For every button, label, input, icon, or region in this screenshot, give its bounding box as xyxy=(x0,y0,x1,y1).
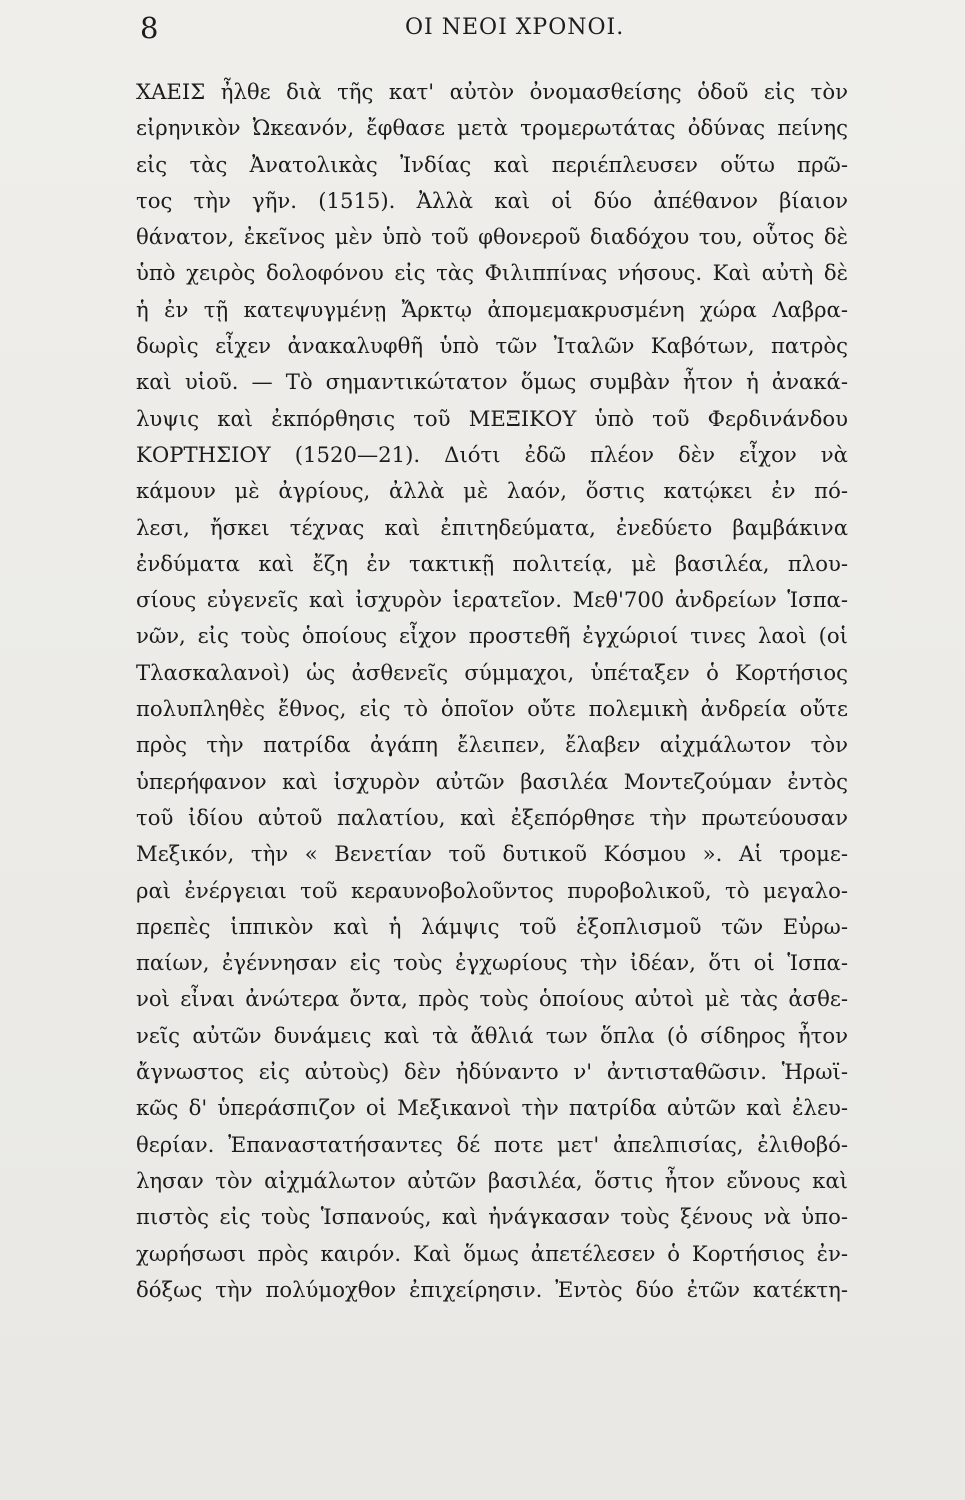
text-line: τος τὴν γῆν. (1515). Ἀλλὰ καὶ οἱ δύο ἀπέθανον βίαιον xyxy=(136,187,848,213)
text-line: δόξως τὴν πολύμοχθον ἐπιχείρησιν. Ἐντὸς δύο ἐτῶν κατέκτη- xyxy=(136,1276,848,1302)
text-line: ἡ ἐν τῇ κατεψυγμένῃ Ἄρκτῳ ἀπομεμακρυσμένη χώρα Λαβρα- xyxy=(136,296,848,322)
text-line: εἰς τὰς Ἀνατολικὰς Ἰνδίας καὶ περιέπλευσεν οὕτω πρῶ- xyxy=(136,151,848,177)
text-line: κῶς δ' ὑπεράσπιζον οἱ Μεξικανοὶ τὴν πατρίδα αὐτῶν καὶ ἐλευ- xyxy=(136,1095,848,1121)
body-text xyxy=(136,74,848,1308)
running-title: ΟΙ ΝΕΟΙ ΧΡΟΝΟΙ. xyxy=(405,15,625,40)
text-line: λυψις καὶ ἐκπόρθησις τοῦ ΜΕΞΙΚΟΥ ὑπὸ τοῦ Φερδινάνδου xyxy=(136,405,848,431)
text-line: νεῖς αὐτῶν δυνάμεις καὶ τὰ ἄθλιά των ὅπλα (ὁ σίδηρος ἦτον xyxy=(136,1022,848,1048)
text-line: εἰρηνικὸν Ὠκεανόν, ἔφθασε μετὰ τρομερωτάτας ὀδύνας πείνης xyxy=(136,115,848,141)
text-line: θερίαν. Ἐπαναστατήσαντες δέ ποτε μετ' ἀπελπισίας, ἐλιθοβό- xyxy=(136,1131,848,1157)
text-line: ἄγνωστος εἰς αὐτοὺς) δὲν ἠδύναντο ν' ἀντισταθῶσιν. Ἡρωϊ- xyxy=(136,1059,848,1085)
text-line: λεσι, ἤσκει τέχνας καὶ ἐπιτηδεύματα, ἐνεδύετο βαμβάκινα xyxy=(136,514,848,540)
text-line: ΧΑΕΙΣ ἦλθε διὰ τῆς κατ' αὐτὸν ὀνομασθείσης ὁδοῦ εἰς τὸν xyxy=(136,79,848,104)
text-line: κάμουν μὲ ἀγρίους, ἀλλὰ μὲ λαόν, ὅστις κατῴκει ἐν πό- xyxy=(136,478,848,504)
text-line: θάνατον, ἐκεῖνος μὲν ὑπὸ τοῦ φθονεροῦ διαδόχου του, οὗτος δὲ xyxy=(136,224,848,250)
text-line: παίων, ἐγέννησαν εἰς τοὺς ἐγχωρίους τὴν ἰδέαν, ὅτι οἱ Ἱσπα- xyxy=(136,950,848,976)
text-line: καὶ υἱοῦ. — Τὸ σημαντικώτατον ὅμως συμβὰν ἦτον ἡ ἀνακά- xyxy=(136,369,848,395)
text-line: νῶν, εἰς τοὺς ὁποίους εἶχον προστεθῆ ἐγχώριοί τινες λαοὶ (οἱ xyxy=(136,623,848,649)
text-line: δωρὶς εἶχεν ἀνακαλυφθῆ ὑπὸ τῶν Ἰταλῶν Καβότων, πατρὸς xyxy=(136,333,848,359)
text-line: λησαν τὸν αἰχμάλωτον αὐτῶν βασιλέα, ὅστις ἦτον εὔνους καὶ xyxy=(136,1167,848,1193)
text-line: πιστὸς εἰς τοὺς Ἱσπανούς, καὶ ἠνάγκασαν τοὺς ξένους νὰ ὑπο- xyxy=(136,1204,848,1230)
text-line: σίους εὐγενεῖς καὶ ἰσχυρὸν ἱερατεῖον. Μεθ'700 ἀνδρείων Ἱσπα- xyxy=(136,587,848,613)
text-line: νοὶ εἶναι ἀνώτερα ὄντα, πρὸς τοὺς ὁποίους αὐτοὶ μὲ τὰς ἀσθε- xyxy=(136,986,848,1012)
text-line: ΚΟΡΤΗΣΙΟΥ (1520—21). Διότι ἐδῶ πλέον δὲν εἶχον νὰ xyxy=(136,441,848,467)
text-line: ὑπὸ χειρὸς δολοφόνου εἰς τὰς Φιλιππίνας νήσους. Καὶ αὐτὴ δὲ xyxy=(136,260,848,286)
text-line: χωρήσωσι πρὸς καιρόν. Καὶ ὅμως ἀπετέλεσεν ὁ Κορτήσιος ἐν- xyxy=(136,1240,848,1266)
running-head xyxy=(0,8,965,48)
text-line: πολυπληθὲς ἔθνος, εἰς τὸ ὁποῖον οὔτε πολεμικὴ ἀνδρεία οὔτε xyxy=(136,696,848,722)
text-line: Τλασκαλανοὶ) ὡς ἀσθενεῖς σύμμαχοι, ὑπέταξεν ὁ Κορτήσιος xyxy=(136,659,848,685)
text-line: ραὶ ἐνέργειαι τοῦ κεραυνοβολοῦντος πυροβολικοῦ, τὸ μεγαλο- xyxy=(136,877,848,903)
text-line: πρεπὲς ἱππικὸν καὶ ἡ λάμψις τοῦ ἐξοπλισμοῦ τῶν Εὐρω- xyxy=(136,913,848,939)
page-number: 8 xyxy=(140,11,160,45)
text-line: ἐνδύματα καὶ ἔζη ἐν τακτικῇ πολιτείᾳ, μὲ βασιλέα, πλου- xyxy=(136,550,848,576)
text-line: Μεξικόν, τὴν « Βενετίαν τοῦ δυτικοῦ Κόσμου ». Αἱ τρομε- xyxy=(136,841,848,867)
text-line: τοῦ ἰδίου αὐτοῦ παλατίου, καὶ ἐξεπόρθησε τὴν πρωτεύουσαν xyxy=(136,804,848,830)
text-line: πρὸς τὴν πατρίδα ἀγάπη ἔλειπεν, ἔλαβεν αἰχμάλωτον τὸν xyxy=(136,732,848,758)
text-line: ὑπερήφανον καὶ ἰσχυρὸν αὐτῶν βασιλέα Μοντεζούμαν ἐντὸς xyxy=(136,768,848,794)
